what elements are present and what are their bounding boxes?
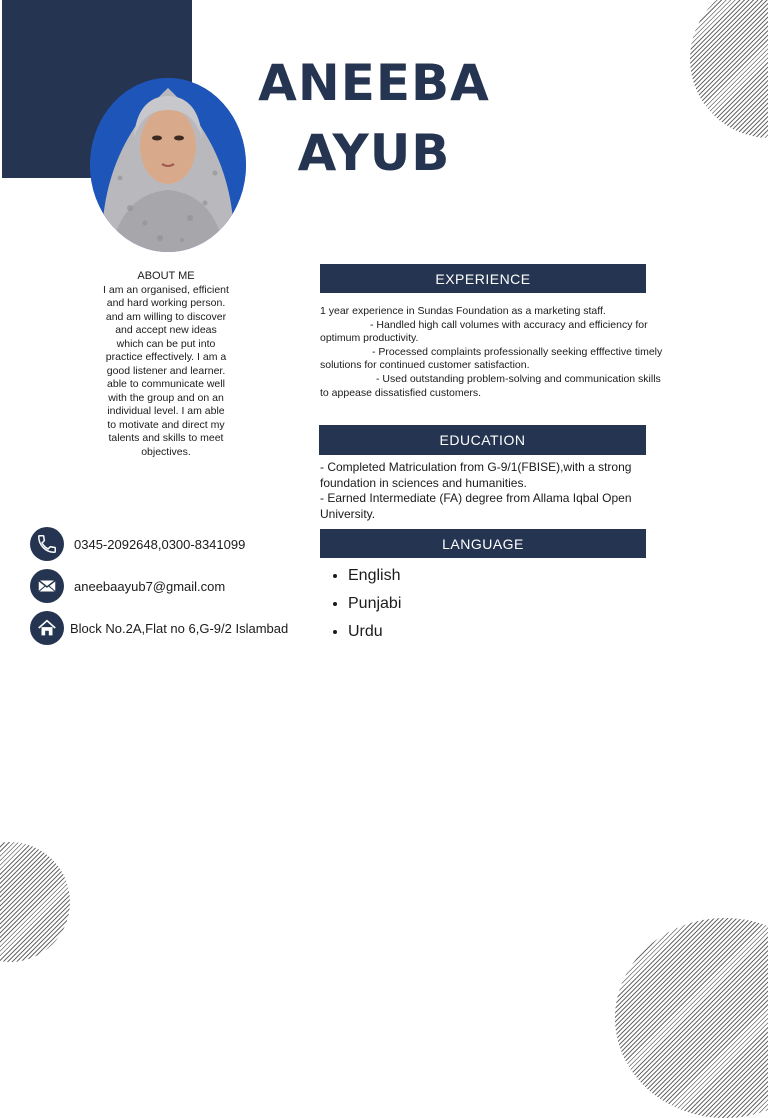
- hatched-circle-bottom-left: [0, 842, 70, 962]
- name-first: ANEEBA: [258, 54, 490, 112]
- contact-address-row: [30, 612, 288, 644]
- hatched-circle-top-right: [690, 0, 768, 138]
- profile-photo: [90, 78, 246, 252]
- contact-phone-row: [30, 528, 245, 560]
- experience-details: [320, 305, 670, 400]
- education-item: - Completed Matriculation from G-9/1(FBISE),with a strong foundation in sciences and humanities.: [320, 460, 632, 490]
- resume-name: [240, 48, 508, 188]
- experience-bullet: - Handled high call volumes with accuracy and efficiency for optimum productivity.: [320, 318, 648, 345]
- envelope-icon: [30, 569, 64, 603]
- experience-bullet: - Processed complaints professionally seeking efffective timely solutions for continued customer satisfaction.: [320, 345, 663, 372]
- about-section: [102, 270, 230, 459]
- contact-phone: 0345-2092648,0300-8341099: [74, 536, 246, 552]
- education-item: - Earned Intermediate (FA) degree from Allama Iqbal Open University.: [320, 491, 632, 521]
- language-item: • Punjabi: [348, 590, 401, 618]
- home-icon: [30, 611, 64, 645]
- about-text: I am an organised, efficient and hard working person. and am willing to discover and accept new ideas which can be put into practice effectively. I am a good listener and learner. able to communicate well with the group and on an individual level. I am able to motivate and direct my talents and skills to meet objectives.: [103, 283, 229, 458]
- language-header: LANGUAGE: [320, 529, 646, 558]
- experience-bullet: - Used outstanding problem-solving and communication skills to appease dissatisfied customers.: [320, 372, 661, 399]
- about-title: ABOUT ME: [137, 270, 195, 282]
- name-last: AYUB: [297, 124, 451, 182]
- experience-intro: 1 year experience in Sundas Foundation as a marketing staff.: [320, 305, 606, 317]
- contact-email-row: [30, 570, 225, 602]
- phone-icon: [30, 527, 64, 561]
- contact-address: Block No.2A,Flat no 6,G-9/2 Islambad: [70, 620, 289, 636]
- language-item: • English: [348, 562, 401, 590]
- language-item: • Urdu: [348, 618, 401, 646]
- education-details: [320, 460, 650, 522]
- hatched-circle-bottom-right: [615, 918, 768, 1118]
- experience-header: EXPERIENCE: [320, 264, 646, 293]
- education-header: EDUCATION: [319, 425, 646, 455]
- contact-email: aneebaayub7@gmail.com: [74, 578, 226, 594]
- language-list: [330, 562, 401, 646]
